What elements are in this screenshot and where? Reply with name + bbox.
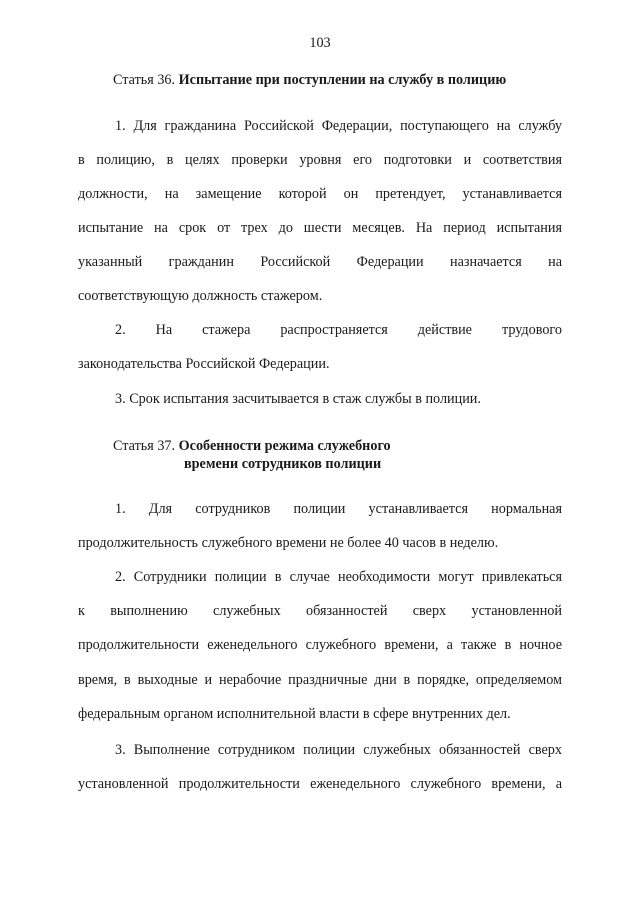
- article-36-line-7: 2. На стажера распространяется действие трудового: [115, 322, 562, 338]
- article-37-label: Статья 37.: [113, 438, 176, 454]
- article-37-line-7: федеральным органом исполнительной власти в сфере внутренних дел.: [78, 706, 511, 722]
- article-37-title-line-1: Особенности режима служебного: [178, 438, 391, 454]
- article-36-line-2: в полицию, в целях проверки уровня его подготовки и соответствия: [78, 152, 562, 168]
- article-36-line-9: 3. Срок испытания засчитывается в стаж службы в полиции.: [115, 391, 481, 407]
- article-36-line-6: соответствующую должность стажером.: [78, 288, 323, 304]
- article-36-line-5: указанный гражданин Российской Федерации назначается на: [78, 254, 562, 270]
- article-37-line-4: к выполнению служебных обязанностей сверх установленной: [78, 603, 562, 619]
- article-37-line-6: время, в выходные и нерабочие праздничные дни в порядке, определяемом: [78, 672, 562, 688]
- article-37-line-9: установленной продолжительности еженедельного служебного времени, а: [78, 776, 562, 792]
- article-36-line-1: 1. Для гражданина Российской Федерации, поступающего на службу: [115, 118, 562, 134]
- article-37-line-3: 2. Сотрудники полиции в случае необходимости могут привлекаться: [115, 569, 562, 585]
- article-36-heading: [113, 71, 506, 89]
- article-37-heading: [113, 437, 391, 455]
- article-37-title-line-2: времени сотрудников полиции: [184, 456, 382, 472]
- article-37-line-8: 3. Выполнение сотрудником полиции служебных обязанностей сверх: [115, 742, 562, 758]
- article-37-line-2: продолжительность служебного времени не более 40 часов в неделю.: [78, 535, 499, 551]
- page-number: 103: [309, 35, 331, 51]
- article-36-line-3: должности, на замещение которой он претендует, устанавливается: [78, 186, 562, 202]
- article-37-line-1: 1. Для сотрудников полиции устанавливается нормальная: [115, 501, 562, 517]
- article-37-line-5: продолжительности еженедельного служебного времени, а также в ночное: [78, 637, 562, 653]
- article-36-label: Статья 36.: [113, 72, 176, 88]
- article-36-line-4: испытание на срок от трех до шести месяцев. На период испытания: [78, 220, 562, 236]
- article-36-title: Испытание при поступлении на службу в полицию: [178, 72, 507, 88]
- article-36-line-8: законодательства Российской Федерации.: [78, 356, 330, 372]
